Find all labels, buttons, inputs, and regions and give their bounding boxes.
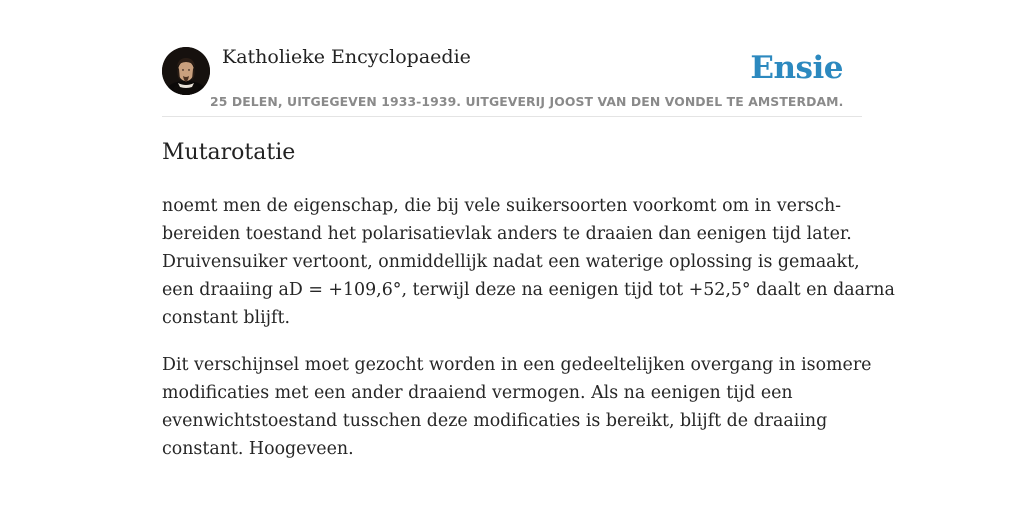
- paragraph-line: een draaiing aD = +109,6°, terwijl deze na eenigen tijd tot +52,5° daalt en daarna: [162, 280, 895, 300]
- article-title: Mutarotatie: [162, 140, 296, 165]
- paragraph-line: constant. Hoogeveen.: [162, 439, 354, 459]
- paragraph-line: constant blijft.: [162, 308, 291, 328]
- paragraph-line: bereiden toestand het polarisatievlak anders te draaien dan eenigen tijd later.: [162, 224, 852, 244]
- source-subtitle: 25 DELEN, UITGEGEVEN 1933-1939. UITGEVERIJ JOOST VAN DEN VONDEL TE AMSTERDAM.: [210, 94, 844, 109]
- article-paragraph: [162, 192, 895, 332]
- paragraph-line: modificaties met een ander draaiend vermogen. Als na eenigen tijd een: [162, 383, 793, 403]
- paragraph-line: Dit verschijnsel moet gezocht worden in een gedeeltelijken overgang in isomere: [162, 355, 872, 375]
- paragraph-line: Druivensuiker vertoont, onmiddellijk nadat een waterige oplossing is gemaakt,: [162, 252, 860, 272]
- source-header: [162, 44, 862, 117]
- source-title[interactable]: Katholieke Encyclopaedie: [222, 46, 471, 68]
- article-paragraph: [162, 351, 872, 463]
- paragraph-line: evenwichtstoestand tusschen deze modificaties is bereikt, blijft de draaiing: [162, 411, 828, 431]
- ensie-logo-link[interactable]: Ensie: [750, 50, 843, 86]
- paragraph-line: noemt men de eigenschap, die bij vele suikersoorten voorkomt om in versch-: [162, 196, 842, 216]
- source-portrait-avatar[interactable]: [162, 47, 210, 95]
- portrait-image: [162, 47, 210, 95]
- article-body: [162, 192, 895, 482]
